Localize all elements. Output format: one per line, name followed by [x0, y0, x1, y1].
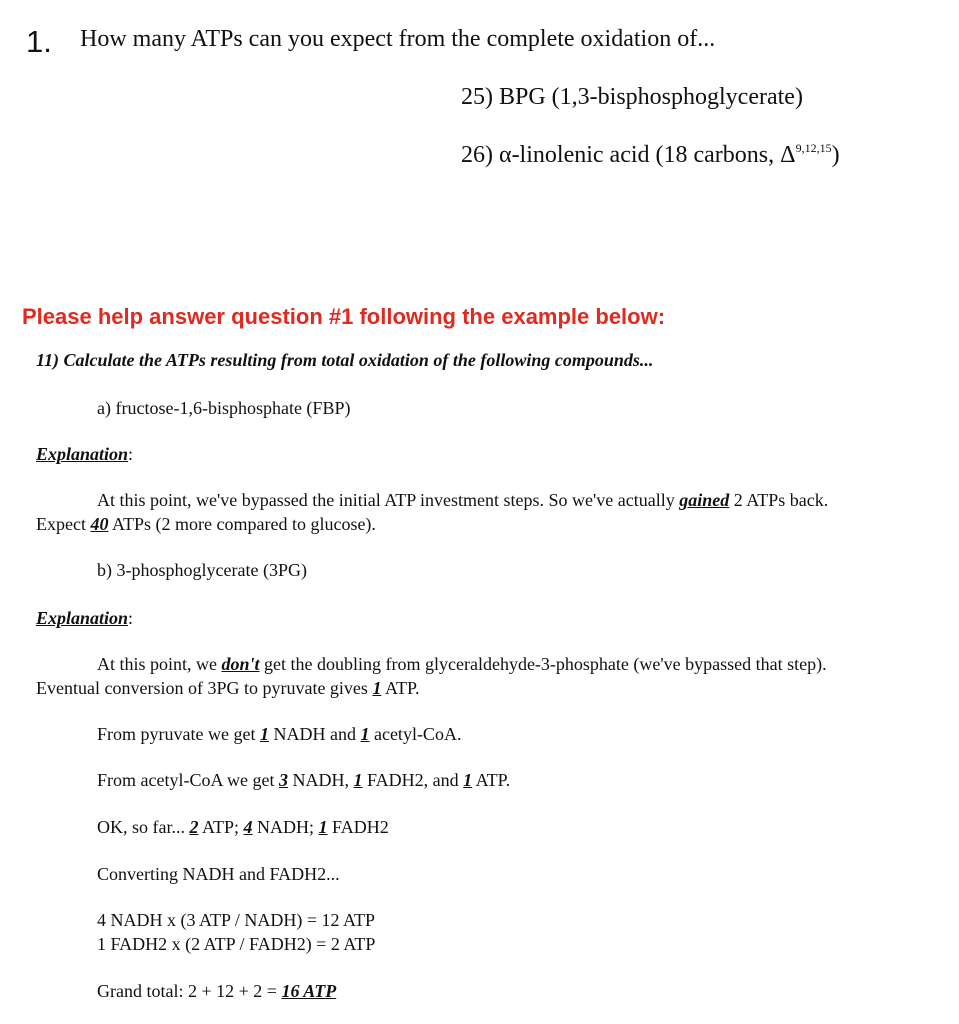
question-text: How many ATPs can you expect from the complete oxidation of... [80, 26, 716, 52]
example-heading: 11) Calculate the ATPs resulting from total oxidation of the following compounds... [36, 350, 654, 370]
question-item-26: 26) α-linolenic acid (18 carbons, Δ$^{9,12,15}$) [461, 141, 840, 168]
part-b-explanation-label: Explanation: [36, 608, 134, 628]
part-b-title: b) 3-phosphoglycerate (3PG) [97, 560, 307, 580]
converting-line: Converting NADH and FADH2... [97, 864, 340, 884]
fadh2-calculation: 1 FADH2 x (2 ATP / FADH2) = 2 ATP [97, 934, 376, 954]
acetyl-coa-line: From acetyl-CoA we get 3 NADH, 1 FADH2, and 1 ATP. [97, 770, 511, 790]
so-far-line: OK, so far... 2 ATP; 4 NADH; 1 FADH2 [97, 817, 389, 837]
grand-total-value: 16 ATP [281, 981, 337, 1001]
nadh-calculation: 4 NADH x (3 ATP / NADH) = 12 ATP [97, 910, 375, 930]
part-a-title: a) fructose-1,6-bisphosphate (FBP) [97, 398, 351, 418]
part-b-line-1: At this point, we don't get the doubling from glyceraldehyde-3-phosphate (we've bypassed that step). [97, 654, 827, 674]
help-request: Please help answer question #1 following the example below: [22, 304, 666, 329]
delta-superscript: 9,12,15 [795, 141, 832, 155]
grand-total-line: Grand total: 2 + 12 + 2 = 16 ATP [97, 981, 337, 1001]
part-a-explanation-label: Explanation: [36, 444, 134, 464]
part-a-line-2: Expect 40 ATPs (2 more compared to glucose). [36, 514, 376, 534]
part-b-line-2: Eventual conversion of 3PG to pyruvate gives 1 ATP. [36, 678, 420, 698]
pyruvate-line: From pyruvate we get 1 NADH and 1 acetyl-CoA. [97, 724, 462, 744]
question-number: 1. [26, 24, 52, 59]
part-a-line-1: At this point, we've bypassed the initial ATP investment steps. So we've actually gained 2 ATPs back. [97, 490, 829, 510]
question-item-25: 25) BPG (1,3-bisphosphoglycerate) [461, 84, 803, 110]
